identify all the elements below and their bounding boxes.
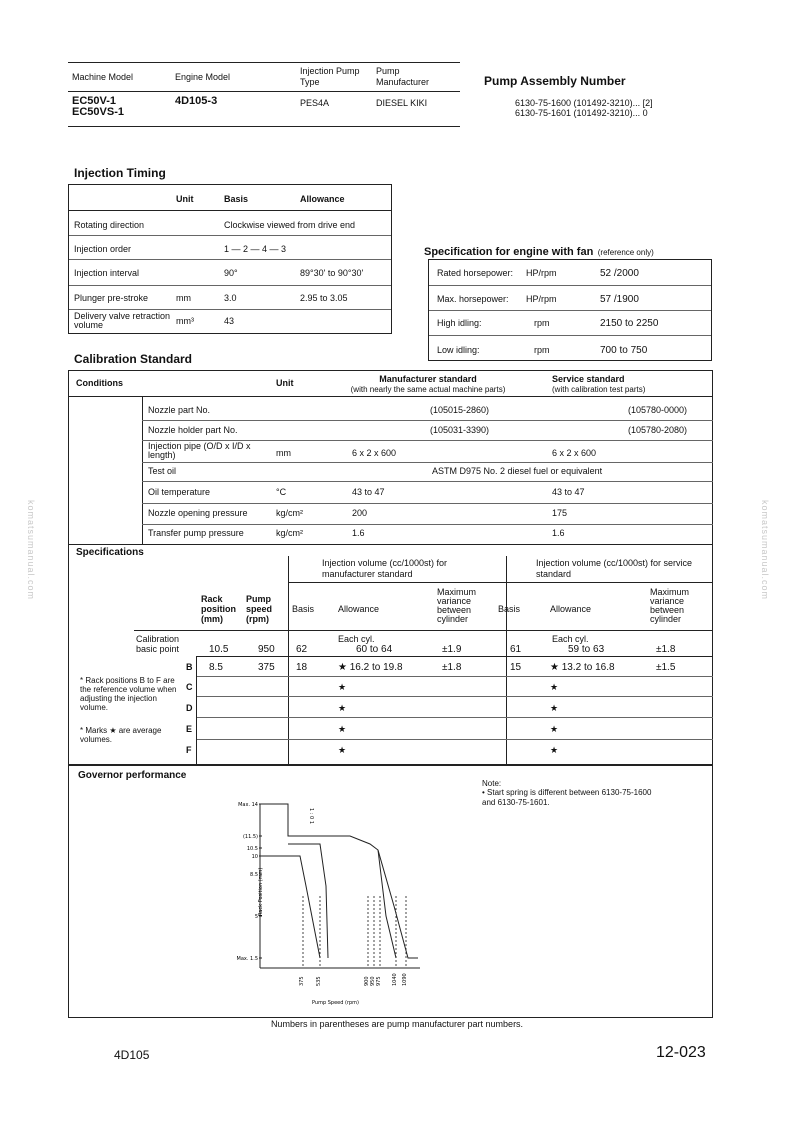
specifications-title: Specifications — [76, 547, 144, 558]
timing-row-basis: Clockwise viewed from drive end — [224, 220, 356, 230]
cond-col-service: Service standard — [552, 374, 625, 384]
spec-row-m-allow: ★ — [338, 745, 347, 755]
spec-calib-m-var: ±1.9 — [442, 644, 462, 655]
chart-y-tick: 10.5 — [246, 846, 258, 852]
engine-spec-unit: rpm — [534, 318, 550, 328]
conditions-label: Conditions — [76, 378, 123, 388]
cond-row-manufacturer: (105015-2860) — [430, 405, 490, 415]
timing-row-unit: mm — [176, 293, 191, 303]
chart-y-tick: Max. 14 — [238, 802, 258, 808]
timing-row-basis: 90° — [224, 268, 238, 278]
spec-col-maxvar-m: Maximum variance between cylinder — [437, 587, 477, 624]
timing-row-label: Injection order — [74, 244, 132, 254]
cond-row-service: 1.6 — [552, 528, 565, 538]
spec-row-m-allow: ★ — [338, 724, 347, 734]
engine-spec-label: Rated horsepower: — [437, 268, 514, 278]
spec-calib-m-note: Each cyl. — [338, 634, 375, 644]
chart-y-tick: Max. 1.5 — [236, 956, 258, 962]
chart-y-tick: 5 — [254, 914, 258, 920]
chart-x-tick: 535 — [316, 976, 322, 986]
governor-note-text: • Start spring is different between 6130-75-1600 and 6130-75-1601. — [482, 788, 652, 807]
engine-spec-heading — [424, 242, 654, 260]
cond-row-manufacturer: 200 — [352, 508, 368, 518]
spec-col-allowance-s: Allowance — [550, 604, 592, 614]
cond-row-label: Nozzle part No. — [148, 405, 211, 415]
cond-row-service: (105780-2080) — [628, 425, 688, 435]
chart-y-tick: 10 — [251, 854, 258, 860]
spec-row-s-basis: 15 — [510, 662, 522, 673]
cond-row-manufacturer: ASTM D975 No. 2 diesel fuel or equivalent — [432, 466, 603, 476]
spec-col-basis-s: Basis — [498, 604, 521, 614]
cond-row-label: Oil temperature — [148, 487, 211, 497]
spec-calib-s-note: Each cyl. — [552, 634, 589, 644]
timing-row-allowance: 89°30' to 90°30' — [300, 268, 364, 278]
cond-row-unit: kg/cm² — [276, 508, 303, 518]
spec-col-maxvar-s: Maximum variance between cylinder — [650, 587, 690, 624]
cond-col-service-sub: (with calibration test parts) — [552, 385, 646, 394]
governor-note-title: Note: — [482, 779, 502, 788]
spec-row-m-allow: ★ — [338, 682, 347, 692]
spec-row-id: C — [186, 682, 193, 692]
chart-y-label: Rack Position (mm) — [258, 867, 264, 916]
engine-spec-label: High idling: — [437, 318, 482, 328]
engine-spec-value: 57 /1900 — [600, 294, 639, 305]
chart-curve — [262, 856, 320, 958]
spec-row-s-var: ±1.5 — [656, 662, 676, 673]
pump-assembly-title: Pump Assembly Number — [484, 74, 626, 88]
spec-row-id: D — [186, 703, 193, 713]
engine-spec-value: 52 /2000 — [600, 268, 639, 279]
spec-col-pump-speed: Pump speed (rpm) — [246, 594, 273, 624]
governor-title: Governor performance — [78, 770, 187, 781]
chart-curve — [262, 804, 418, 958]
timing-row-allowance: 2.95 to 3.05 — [300, 293, 348, 303]
chart-x-tick: 1040 — [392, 973, 398, 986]
chart-x-label: Pump Speed (rpm) — [312, 1000, 359, 1006]
engine-spec-label: Max. horsepower: — [437, 294, 509, 304]
injection-pump-type: PES4A — [300, 98, 330, 108]
cond-row-unit: °C — [276, 487, 287, 497]
cond-row-label: Nozzle opening pressure — [148, 508, 248, 518]
col-machine-model: Machine Model — [72, 72, 134, 82]
engine-spec-unit: rpm — [534, 345, 550, 355]
spec-row-s-allow: ★ — [550, 703, 559, 713]
col-pump-manufacturer: Pump Manufacturer — [376, 66, 430, 87]
chart-y-tick: (11.5) — [242, 834, 258, 840]
chart-x-tick: 975 — [376, 976, 382, 986]
timing-col-unit: Unit — [176, 194, 194, 204]
spec-row-rack: 8.5 — [209, 662, 223, 673]
cond-row-unit: mm — [276, 448, 291, 458]
spec-col-basis-m: Basis — [292, 604, 315, 614]
machine-model-2: EC50VS-1 — [72, 106, 124, 118]
timing-row-label: Delivery valve retraction volume — [74, 311, 171, 330]
timing-row-basis: 43 — [224, 316, 235, 326]
timing-row-label: Rotating direction — [74, 220, 145, 230]
cond-row-manufacturer: (105031-3390) — [430, 425, 490, 435]
spec-row-s-allow: ★ — [550, 682, 559, 692]
engine-spec-unit: HP/rpm — [526, 294, 557, 304]
spec-col-rack-position: Rack position (mm) — [201, 594, 236, 624]
spec-row-m-allow: ★ — [338, 703, 347, 713]
footer-model: 4D105 — [114, 1048, 150, 1062]
spec-row-m-allow: ★ 16.2 to 19.8 — [338, 662, 403, 673]
cond-row-service: 43 to 47 — [552, 487, 585, 497]
spec-calib-m-allow: 60 to 64 — [356, 644, 393, 655]
spec-row-m-var: ±1.8 — [442, 662, 462, 673]
chart-x-tick: 900 — [364, 976, 370, 986]
spec-calib-s-basis: 61 — [510, 644, 522, 655]
cond-row-label: Injection pipe (O/D x I/D x length) — [148, 441, 251, 460]
engine-model: 4D105-3 — [175, 95, 218, 107]
spec-row-s-allow: ★ 13.2 to 16.8 — [550, 662, 615, 673]
timing-col-basis: Basis — [224, 194, 249, 204]
spec-row-id: E — [186, 724, 193, 734]
col-engine-model: Engine Model — [175, 72, 231, 82]
cond-row-label: Nozzle holder part No. — [148, 425, 238, 435]
spec-calib-label: Calibration basic point — [136, 634, 180, 654]
spec-calib-m-basis: 62 — [296, 644, 308, 655]
spec-col-allowance-m: Allowance — [338, 604, 380, 614]
timing-row-label: Injection interval — [74, 268, 140, 278]
engine-spec-label: Low idling: — [437, 345, 480, 355]
timing-row-label: Plunger pre-stroke — [74, 293, 149, 303]
cond-col-unit: Unit — [276, 378, 294, 388]
chart-x-tick: 950 — [370, 976, 376, 986]
spec-row-speed: 375 — [258, 662, 275, 673]
cond-row-manufacturer: 1.6 — [352, 528, 365, 538]
cond-col-manufacturer-sub: (with nearly the same actual machine parts) — [350, 385, 506, 394]
page-number: 12-023 — [656, 1044, 706, 1061]
spec-grp-manufacturer: Injection volume (cc/1000st) for manufacturer standard — [322, 558, 448, 579]
cond-row-label: Transfer pump pressure — [148, 528, 244, 538]
watermark-left: komatsumanual.com — [26, 500, 36, 601]
chart-curve — [288, 844, 328, 958]
engine-spec-title-note: (reference only) — [597, 248, 654, 257]
cond-row-label: Test oil — [148, 466, 177, 476]
calibration-title: Calibration Standard — [74, 352, 193, 366]
col-injection-pump-type: Injection Pump Type — [300, 66, 360, 87]
timing-row-unit: mm³ — [176, 316, 194, 326]
cond-row-service: 175 — [552, 508, 568, 518]
spec-note-2: * Marks ★ are average volumes. — [80, 726, 162, 744]
spec-grp-service: Injection volume (cc/1000st) for service standard — [536, 558, 693, 579]
engine-spec-value: 700 to 750 — [600, 345, 648, 356]
pump-manufacturer: DIESEL KIKI — [376, 98, 428, 108]
engine-spec-unit: HP/rpm — [526, 268, 557, 278]
chart-curves — [262, 804, 418, 958]
spec-calib-s-var: ±1.8 — [656, 644, 676, 655]
machine-model-1: EC50V-1 — [72, 95, 117, 107]
engine-spec-title: Specification for engine with fan — [424, 246, 594, 258]
governor-chart — [220, 796, 450, 1008]
cond-row-manufacturer: 6 x 2 x 600 — [352, 448, 397, 458]
timing-col-allowance: Allowance — [300, 194, 345, 204]
cond-row-service: 6 x 2 x 600 — [552, 448, 597, 458]
timing-row-basis: 1 — 2 — 4 — 3 — [224, 244, 287, 254]
chart-x-tick: 1090 — [402, 973, 408, 986]
spec-row-m-basis: 18 — [296, 662, 308, 673]
injection-timing-title: Injection Timing — [74, 166, 166, 180]
spec-calib-rack: 10.5 — [209, 644, 229, 655]
pump-assembly-1: 6130-75-1600 (101492-3210)... [2] — [515, 98, 653, 108]
pump-assembly-2: 6130-75-1601 (101492-3210)... 0 — [515, 108, 648, 118]
spec-row-id: B — [186, 662, 193, 672]
parentheses-note: Numbers in parentheses are pump manufacturer part numbers. — [270, 1019, 524, 1029]
chart-y-tick: 8.5 — [250, 872, 258, 878]
cond-col-manufacturer: Manufacturer standard — [379, 374, 477, 384]
chart-x-tick: 375 — [299, 976, 305, 986]
cond-row-manufacturer: 43 to 47 — [352, 487, 385, 497]
engine-spec-value: 2150 to 2250 — [600, 318, 659, 329]
cond-row-unit: kg/cm² — [276, 528, 303, 538]
spec-row-s-allow: ★ — [550, 745, 559, 755]
spec-calib-s-allow: 59 to 63 — [568, 644, 605, 655]
spec-note-1: * Rack positions B to F are the reference volume when adjusting the injection volume. — [80, 676, 177, 712]
spec-row-id: F — [186, 745, 192, 755]
spec-row-s-allow: ★ — [550, 724, 559, 734]
cond-row-service: (105780-0000) — [628, 405, 688, 415]
timing-row-basis: 3.0 — [224, 293, 237, 303]
chart-annotation: 1 : 0 1 — [308, 808, 314, 824]
watermark-right: komatsumanual.com — [760, 500, 770, 601]
spec-calib-speed: 950 — [258, 644, 275, 655]
